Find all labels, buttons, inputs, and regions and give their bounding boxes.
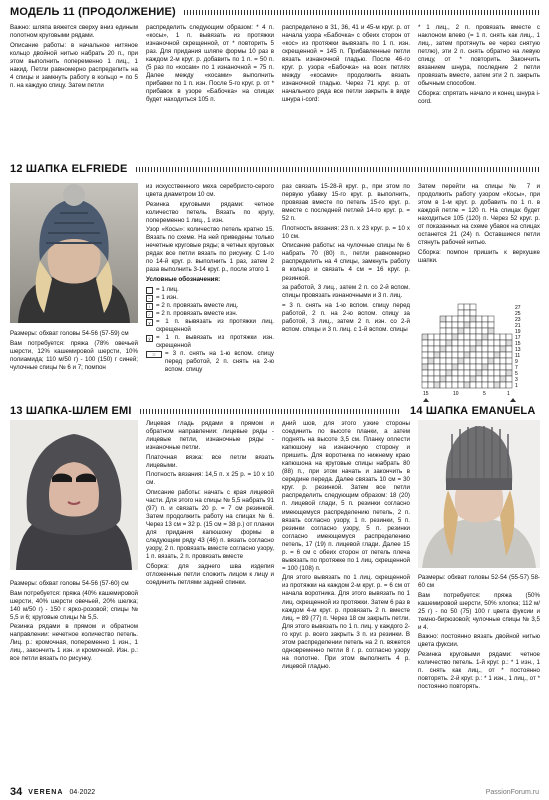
chart-cell [422,358,428,364]
chart-cell [458,304,464,310]
chart-cell [488,316,494,322]
chart-cell [470,370,476,376]
chart-arrow [510,398,516,402]
chart-row-label: 25 [515,311,521,317]
chart-cell [464,316,470,322]
chart-cell [464,382,470,388]
chart-cell [446,328,452,334]
chart-cell [434,382,440,388]
legend-label: = 1 лиц. [156,285,179,293]
chart-cell [446,334,452,340]
chart-cell [500,376,506,382]
chart-cell [434,370,440,376]
chart-cell [440,364,446,370]
chart-cell [446,364,452,370]
chart-cell [422,382,428,388]
chart-cell [422,340,428,346]
paragraph: распределить следующим образом: * 4 п. «косы», 1 п. вывязать из протяжки изнаночной скрещенной, от * повторить 5 раз. Для придания шляпе формы 10 раз в каждом 2-м круг. р. добавить по 1 п. = 50 п. (5 раз по «косам» по 1 изнаночной = 75 п. Далее между «косами» выполнить прибавки по 1 п. изн. После 5-го круг. р. от * прибавок в узоре «Бабочка» на спицах будет находиться 105 п. [146,24,274,104]
chart-arrow [423,398,429,402]
text-column [282,24,410,106]
watermark: PassionForum.ru [485,789,539,796]
hat-photo-elfriede [10,183,138,323]
chart-row-label: 7 [515,365,518,371]
chart-row-label: 1 [515,383,518,389]
chart-cell [476,346,482,352]
chart-cell [494,358,500,364]
chart-cell [452,316,458,322]
chart-cell [446,370,452,376]
chart-cell [488,334,494,340]
chart-cell [482,322,488,328]
paragraph: дний шов, для этого узкие стороны соединить по высоте планки, а затем поднять на высоте 3,5 см. Планку оплести капюшону на изнаночную сторону и пришить. Для воротника по нижнему краю капюшона на круговые спицы набрать 80 (88) п., при этом начать и закончить в середине переда. Далее связать 10 см = 30 круг. р. резинкой. Затем все петли распределить следующим образом: 18 (20) п. лицевой глади, 5 п. резинки согласно имеющемуся распределению петель, 2 п. вязать согласно узору, 1 п. резинки, 5 п. резинки согласно узору, 5 п. резинки согласно имеющемуся распределению петель, 17 (19) п. лицевой глади. Далее 15 р. = 6 см с обеих сторон от петель плеча вывязать по протяжке по 1 лиц. скрещенной = 100 (108) п. [282,420,410,572]
paragraph: Важно: постоянно вязать двойной нитью цвета фуксии. [418,633,540,649]
section-title: МОДЕЛЬ 11 (ПРОДОЛЖЕНИЕ) [10,6,176,18]
chart-cell [500,358,506,364]
chart-cell [470,382,476,388]
chart-cell [506,334,512,340]
chart-cell [464,328,470,334]
chart-cell [470,304,476,310]
chart-cell [452,352,458,358]
chart-cell [428,334,434,340]
chart-cell [440,346,446,352]
legend-title: Условные обозначения: [146,276,221,284]
legend-item [146,350,274,374]
chart-cell [494,352,500,358]
paragraph: * 1 лиц., 2 п. провязать вместе с наклоном влево (= 1 п. снять как лиц., 1 лиц., затем протянуть ее через снятую петлю), эти 2 п. снять обратно на левую спицу, от * повторить. Закончить вязанием шнура, последние 2 петли провязать вместе, затем эти 2 п. закрыть обычным способом. [418,24,540,88]
chart-cell [488,328,494,334]
header-rule [184,10,540,15]
chart-cell [470,322,476,328]
chart-cell [452,376,458,382]
chart-cell [458,352,464,358]
chart-cell [452,328,458,334]
paragraph: Лицевая гладь рядами в прямом и обратном направлении: лицевые ряды - лицевые петли, изнаночные ряды - изнаночные петли. [146,420,274,452]
chart-cell [458,370,464,376]
chart-cell [482,364,488,370]
chart-cell [452,322,458,328]
chart-cell [440,376,446,382]
chart-cell [482,358,488,364]
chart-row-label: 15 [515,341,521,347]
chart-row-label: 21 [515,323,521,329]
text-column [10,580,138,665]
chart-cell [506,352,512,358]
chart-cell [428,382,434,388]
chart-cell [494,370,500,376]
legend-item [146,302,274,310]
chart-cell [506,346,512,352]
chart-cell [464,358,470,364]
chart-cell [476,364,482,370]
chart-col-label: 5 [483,391,486,397]
chart-cell [494,334,500,340]
paragraph: из искусственного меха серебристо-серого цвета диаметром 10 см. [146,183,274,199]
chart-cell [434,346,440,352]
chart-cell [440,340,446,346]
text-column [10,330,138,373]
chart-cell [476,340,482,346]
chart-cell [476,352,482,358]
knitting-chart [418,302,542,402]
knit-symbol-icon [146,287,153,294]
text-column [146,183,274,374]
chart-cell [488,322,494,328]
chart-cell [470,334,476,340]
chart-cell [446,352,452,358]
chart-cell [440,352,446,358]
purl-symbol-icon: − [146,295,153,302]
chart-cell [434,358,440,364]
chart-cell [506,358,512,364]
paragraph: Описание работы: в начальное нитяное кольцо двойной нитью набрать 20 п., при этом выполнить попеременно 1 лиц., 1 накид. Петли равномерно распределить на 4 спицы и замкнуть работу в кольцо = по 5 п. на каждую спицу. Затем петли [10,41,138,89]
chart-cell [428,376,434,382]
section-header-12 [10,163,540,175]
chart-cell [482,352,488,358]
chart-cell [434,352,440,358]
m1k-symbol-icon: y [146,319,153,326]
chart-cell [464,346,470,352]
chart-cell [452,370,458,376]
legend-label: = 2 п. провязать вместе изн. [156,309,238,317]
paragraph: Вам потребуется: пряжа (50% кашемировой шерсти, 50% хлопка; 112 м/ 25 г) - по 50 (75) 100 г цвета фуксии и темно-бирюзовой; чулочные спицы № 3,5 и 4. [418,591,540,631]
chart-row-label: 11 [515,353,521,359]
chart-cell [422,364,428,370]
chart-col-label: 10 [453,391,459,397]
text-column [282,420,410,672]
chart-cell [428,370,434,376]
paragraph: Размеры: обхват головы 54-56 (57-59) см [10,330,129,337]
legend-label: = 2 п. провязать вместе лиц. [156,301,239,309]
chart-cell [500,382,506,388]
header-rule [140,409,400,414]
chart-cell [446,316,452,322]
text-column [10,24,138,91]
knitting-chart-svg [418,302,542,402]
paragraph: распределено в 31, 36, 41 и 45-м круг. р. от начала узора «Бабочка» с обеих сторон от «кос» из протяжки вывязать по 1 п. изн. скрещенной = 145 п. Прибавленные петли вязать изнаночной гладью. После 46-го круг. р. узора «Бабочка» на всех петлях между «косами» продолжить вязать изнаночной гладью. Через 71 круг. р. от начального ряда все петли закрыть в виде шнура i-cord: [282,24,410,104]
chart-cell [500,352,506,358]
text-column [282,183,410,335]
page-footer [10,786,95,798]
paragraph: раз связать 15-28-й круг. р., при этом по первую убавку 15-го круг. р. выполнить, провязав вместе по петель 15-го круг. р. вместе с последней петлей 14-го круг. р. = 52 п. [282,183,410,223]
issue-number: 04·2022 [69,788,96,796]
legend-label: = 1 п. вывязать из протяжки изн. скрещенной [156,333,274,349]
chart-cell [458,310,464,316]
chart-cell [428,340,434,346]
chart-cell [470,340,476,346]
chart-cell [506,340,512,346]
chart-cell [446,376,452,382]
chart-cell [464,376,470,382]
chart-cell [494,346,500,352]
chart-cell [458,334,464,340]
paragraph: Узор «Косы»: количество петель кратно 15. Вязать по схеме. На ней приведены только нечетные круговые ряды; в четных круговых рядах все петли вязать по рисунку. С 1-го по 14-й круг. р. выполнить 1 раз, затем 2 раза выполнить 3-14 круг. р., после этого 1 [146,226,274,274]
chart-cell [488,376,494,382]
paragraph: Сборка: помпон пришить к верхушке шапки. [418,248,540,264]
chart-cell [464,310,470,316]
paragraph: Платочная вязка: все петли вязать лицевыми. [146,453,274,469]
chart-cell [458,358,464,364]
chart-cell [500,346,506,352]
chart-cell [476,322,482,328]
paragraph: Вам потребуется: пряжа (40% кашемировой шерсти, 40% шерсти овечьей, 20% шелка; 140 м/50 г) - 150 г ярко-розовой; спицы № 5,5 и 6; круговые спицы № 5,5. [10,589,138,621]
chart-cell [428,358,434,364]
chart-cell [482,328,488,334]
paragraph: Сборка: спрятать начало и конец шнура i-cord. [418,89,540,105]
chart-cell [464,370,470,376]
chart-row-label: 17 [515,335,521,341]
chart-cell [464,340,470,346]
chart-cell [452,358,458,364]
chart-cell [464,364,470,370]
section-title: 12 ШАПКА ELFRIEDE [10,163,128,175]
chart-cell [488,382,494,388]
chart-cell [470,328,476,334]
chart-cell [452,382,458,388]
legend-label: = 3 п. снять на 1-ю вспом. спицу перед работой, 2 п. снять на 2-ю вспом. спицу [165,349,274,374]
paragraph: Размеры: обхват головы 54-56 (57-60) см [10,580,129,587]
chart-cell [476,334,482,340]
chart-cell [464,334,470,340]
chart-cell [446,346,452,352]
paragraph: Резинка круговыми рядами: четное количество петель. Вязать по кругу, попеременно 1 лиц., 1 изн. [146,200,274,224]
chart-cell [458,382,464,388]
section-header-14 [410,405,540,417]
chart-cell [446,340,452,346]
chart-cell [428,352,434,358]
chart-cell [452,364,458,370]
chart-cell [428,364,434,370]
chart-cell [476,316,482,322]
chart-cell [446,322,452,328]
header-rule [136,167,540,172]
text-column [418,574,540,693]
paragraph: = 3 п. снять на 1-ю вспом. спицу перед работой, 2 п. на 2-ю вспом. спицу за работой, 3 лиц., затем 2 п. изн. со 2-й вспом. спицы и 3 п. лиц. с 1-й вспом. спицы [282,301,410,333]
chart-row-label: 3 [515,377,518,383]
chart-cell [470,364,476,370]
chart-cell [494,382,500,388]
chart-cell [488,346,494,352]
chart-cell [440,358,446,364]
chart-row-label: 9 [515,359,518,365]
chart-cell [440,322,446,328]
paragraph: Затем перейти на спицы № 7 и продолжить работу узором «Косы», при этом в 1-м круг. р. добавить по 1 п. в каждой петле = 120 п. На спицах будет находиться 105 (120) п. Через 52 круг. р. от показанных на схеме убавок на спицах останется 21 (24) п. Оставшиеся петли стянуть рабочей нитью. [418,183,540,247]
chart-cell [482,370,488,376]
chart-cell [494,364,500,370]
legend-item [146,286,274,294]
chart-cell [500,370,506,376]
chart-cell [434,376,440,382]
chart-cell [500,340,506,346]
paragraph: Резинка круговыми рядами: четное количество петель. 1-й круг. р.: * 1 изн., 1 п. снять как лиц., от * постоянно повторять. 2-й круг. р.: * 1 изн., 1 лиц., от * постоянно повторять. [418,650,540,691]
chart-cell [422,346,428,352]
chart-cell [482,316,488,322]
chart-cell [494,376,500,382]
paragraph: Размеры: обхват головы 52-54 (55-57) 58-60 см [418,574,540,590]
chart-row-label: 13 [515,347,521,353]
chart-cell [488,370,494,376]
chart-col-label: 1 [507,391,510,397]
chart-row-label: 19 [515,329,521,335]
paragraph: Плотность вязания: 14,5 п. x 25 р. = 10 x 10 см. [146,471,274,487]
paragraph: Описание работы: на чулочные спицы № 6 набрать 70 (80) п., петли равномерно распределить на 4 спицы, замкнуть работу в кольцо и связать 4 см = 16 круг. р. резинкой. [282,242,410,282]
chart-cell [476,382,482,388]
chart-cell [464,322,470,328]
p2tog-symbol-icon: ⁄ [146,311,153,318]
chart-cell [458,328,464,334]
chart-cell [476,358,482,364]
chart-cell [422,376,428,382]
chart-cell [500,334,506,340]
paragraph: Плотность вязания: 23 п. x 23 круг. р. = 10 x 10 см. [282,224,410,240]
chart-cell [440,328,446,334]
chart-cell [440,382,446,388]
chart-cell [482,340,488,346]
chart-cell [482,382,488,388]
chart-cell [506,370,512,376]
chart-cell [470,352,476,358]
chart-cell [506,376,512,382]
chart-cell [464,304,470,310]
chart-cell [422,352,428,358]
chart-cell [500,364,506,370]
chart-cell [470,316,476,322]
k2tog-symbol-icon: / [146,303,153,310]
chart-cell [458,364,464,370]
section-title: 14 ШАПКА EMANUELA [410,405,536,417]
chart-cell [458,316,464,322]
chart-cell [452,346,458,352]
page-number: 34 [10,786,23,798]
hat-photo-emi [10,420,138,570]
chart-cell [476,376,482,382]
chart-cell [428,346,434,352]
chart-cell [494,340,500,346]
legend-item [146,310,274,318]
chart-cell [482,346,488,352]
chart-cell [440,370,446,376]
cable-symbol-icon: ⤫ [146,351,162,358]
section-header-11 [10,6,540,18]
paragraph: Вам потребуется: пряжа (78% овечьей шерсти, 12% кашемировой шерсти, 10% полиамида; 110 м/50 г) - 100 (150) г синей; чулочные спицы № 6 и 7; помпон [10,339,138,371]
chart-cell [482,334,488,340]
chart-col-label: 15 [423,391,429,397]
legend-item [146,334,274,350]
chart-cell [440,316,446,322]
chart-row-label: 5 [515,371,518,377]
chart-cell [434,364,440,370]
text-column [146,24,274,106]
chart-cell [458,376,464,382]
chart-cell [488,364,494,370]
chart-cell [440,334,446,340]
chart-cell [434,334,440,340]
chart-cell [446,358,452,364]
text-column [418,24,540,107]
chart-row-label: 27 [515,305,521,311]
chart-cell [476,370,482,376]
paragraph: за работой, 3 лиц., затем 2 п. со 2-й вспом. спицы провязать изнаночными и 3 п. лиц. [282,284,410,300]
chart-cell [470,346,476,352]
chart-cell [470,376,476,382]
section-title: 13 ШАПКА-ШЛЕМ EMI [10,405,132,417]
chart-cell [452,340,458,346]
chart-cell [506,382,512,388]
paragraph: Важно: шляпа вяжется сверху вниз единым полотном круговыми рядами. [10,24,138,40]
chart-cell [488,352,494,358]
chart-cell [470,358,476,364]
chart-cell [422,334,428,340]
chart-cell [506,364,512,370]
paragraph: Для этого вывязать по 1 лиц. скрещенной из протяжки на каждом 2-м круг. р. = 6 см от начала воротника. Для этого вывязать по 1 лиц. скрещенной из протяжки. Затем 6 раз в каждом 4-м круг. р. провязать 2 п. вместе лиц. = 89 (77) п. Через 18 см закрыть петли. Для этого вывязать по 1 п. лиц. у каждого 2-го круг. р. всего закрыть 3 п. из резинки. В этом распределении петель на 2 п. вяжется одновременно петли 8 г. р. согласно узору на полотне. При этом выполнить 4 р. лицевой гладью. [282,574,410,670]
chart-cell [458,322,464,328]
chart-cell [488,358,494,364]
legend-item [146,294,274,302]
text-column [146,420,274,588]
chart-cell [458,340,464,346]
chart-row-label: 23 [515,317,521,323]
legend-label: = 1 изн. [156,293,178,301]
legend-label: = 1 п. вывязать из протяжки лиц. скрещенной [156,317,274,333]
chart-cell [470,310,476,316]
chart-cell [446,382,452,388]
paragraph: Описание работы: начать с края лицевой части. Для этого на спицы № 5,5 набрать 91 (97) п. и связать 20 р. = 7 см резинкой. Затем продолжить работу на спицах № 6. Через 13 см = 32 р. (15 см = 38 р.) от планки для придания капюшону формы в следующем ряду 43 (46) п. вязать согласно узору, 2 п. провязать вместе согласно узору, 1 п. вязать, 2 п. провязать вместе [146,488,274,561]
hat-photo-emanuela [418,420,540,568]
chart-cell [422,370,428,376]
magazine-brand: VERENA [28,788,64,796]
chart-cell [476,328,482,334]
m1p-symbol-icon: ŷ [146,335,153,342]
chart-cell [458,346,464,352]
chart-cell [482,376,488,382]
paragraph: Сборка: для заднего шва изделия отложенные петли сложить лицом к лицу и соединить петлями задней спинки. [146,562,274,586]
chart-cell [488,340,494,346]
chart-cell [464,352,470,358]
chart-cell [452,334,458,340]
section-header-13 [10,405,400,417]
legend-item [146,318,274,334]
chart-cell [434,340,440,346]
text-column [418,183,540,266]
paragraph: Резинка рядами в прямом и обратном направлении: нечетное количество петель. Лиц. р.: кромочная, попеременно 1 изн., 1 лиц., закончить 1 изн. и кромочной. Изн. р.: все петли вязать по рисунку. [10,623,138,663]
